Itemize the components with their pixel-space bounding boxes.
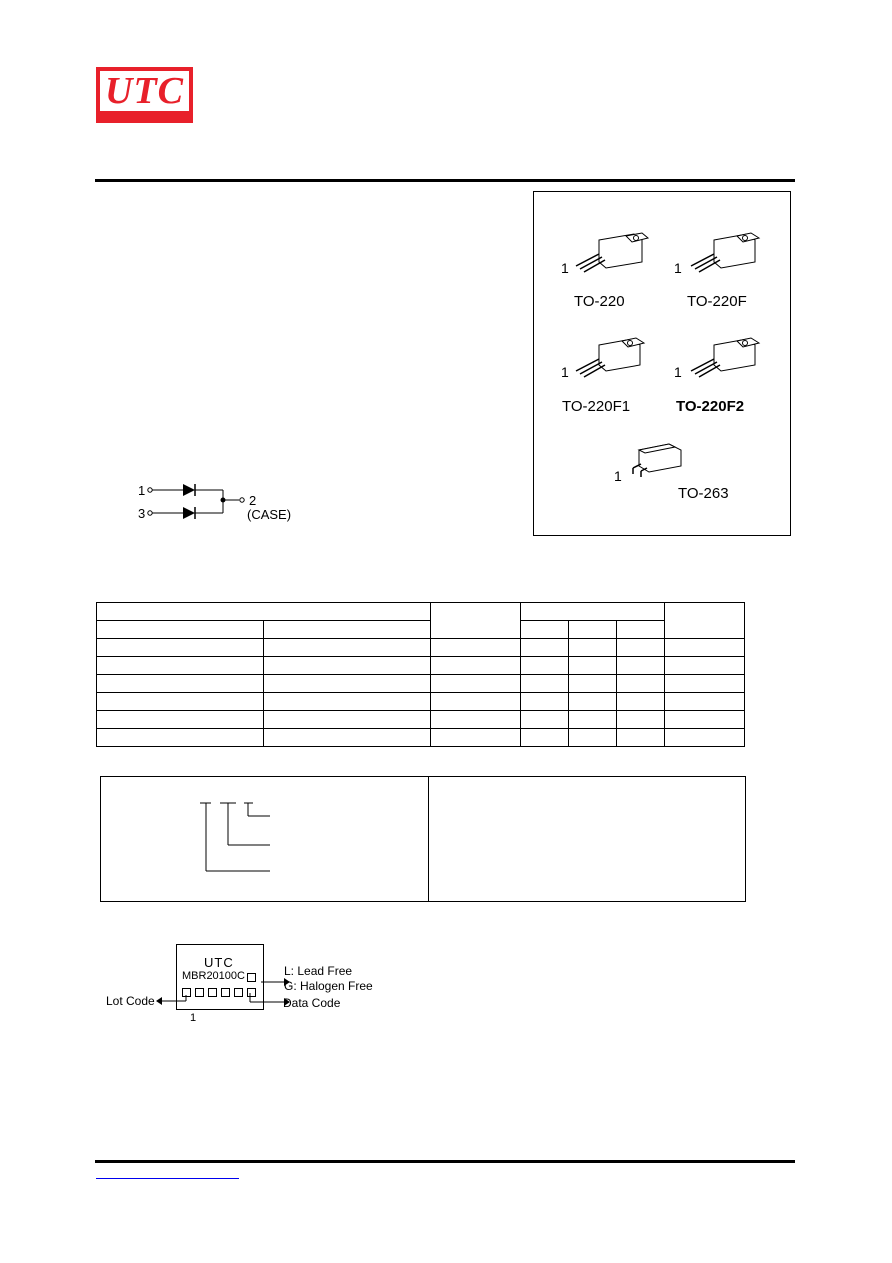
to-220f1-drawing [564, 337, 654, 379]
footer-link[interactable] [96, 1178, 239, 1179]
table-cell [521, 621, 569, 639]
table-cell [521, 603, 665, 621]
to-263-drawing [619, 440, 689, 482]
lead-free-label: L: Lead Free [284, 964, 353, 978]
package-box [533, 191, 791, 536]
ordering-table [96, 602, 745, 747]
to-220-label: TO-220 [574, 293, 625, 310]
ordering-code-box [100, 776, 746, 902]
halogen-free-label: G: Halogen Free [284, 979, 373, 993]
table-cell [264, 621, 431, 639]
to-220-pin1: 1 [561, 260, 569, 276]
to-220f2-drawing [679, 337, 769, 379]
to-263-label: TO-263 [678, 485, 729, 502]
to-220f-label: TO-220F [687, 293, 747, 310]
to-220f2-pin1: 1 [674, 364, 682, 380]
to-220f1-pin1: 1 [561, 364, 569, 380]
to-220f1-label: TO-220F1 [562, 398, 631, 415]
table-row [97, 621, 745, 639]
table-cell [431, 603, 521, 639]
header-rule [95, 179, 795, 182]
table-row [97, 657, 745, 675]
to-220-drawing [564, 232, 654, 274]
table-row [97, 693, 745, 711]
utc-logo [96, 67, 193, 123]
ordering-code-brackets [198, 800, 273, 875]
circuit-pin1: 1 [138, 483, 146, 498]
marking-part: MBR20100C [182, 970, 245, 982]
to-220f-pin1: 1 [674, 260, 682, 276]
table-cell [97, 603, 431, 621]
circuit-pin2: 2 [249, 493, 257, 508]
table-cell [665, 603, 745, 639]
circuit-case: (CASE) [247, 507, 292, 522]
table-cell [617, 621, 665, 639]
circuit-pin3: 3 [138, 506, 146, 521]
table-cell [569, 621, 617, 639]
table-row [97, 639, 745, 657]
lot-code-label: Lot Code [106, 994, 155, 1008]
data-code-label: Data Code [283, 996, 341, 1010]
logo-inner [100, 71, 189, 111]
marking-arrows [150, 968, 290, 1013]
table-row [97, 675, 745, 693]
logo-text: UTC [105, 70, 184, 112]
marking-brand: UTC [204, 955, 234, 970]
marking-pin1: 1 [190, 1012, 197, 1024]
to-220f-drawing [679, 232, 769, 274]
to-220f2-label: TO-220F2 [676, 398, 745, 415]
table-cell [97, 621, 264, 639]
table-row [97, 711, 745, 729]
footer-rule [95, 1160, 795, 1163]
table-row [97, 729, 745, 747]
ordering-code-divider [428, 776, 429, 902]
table-row [97, 603, 745, 621]
to-263-pin1: 1 [614, 468, 622, 484]
